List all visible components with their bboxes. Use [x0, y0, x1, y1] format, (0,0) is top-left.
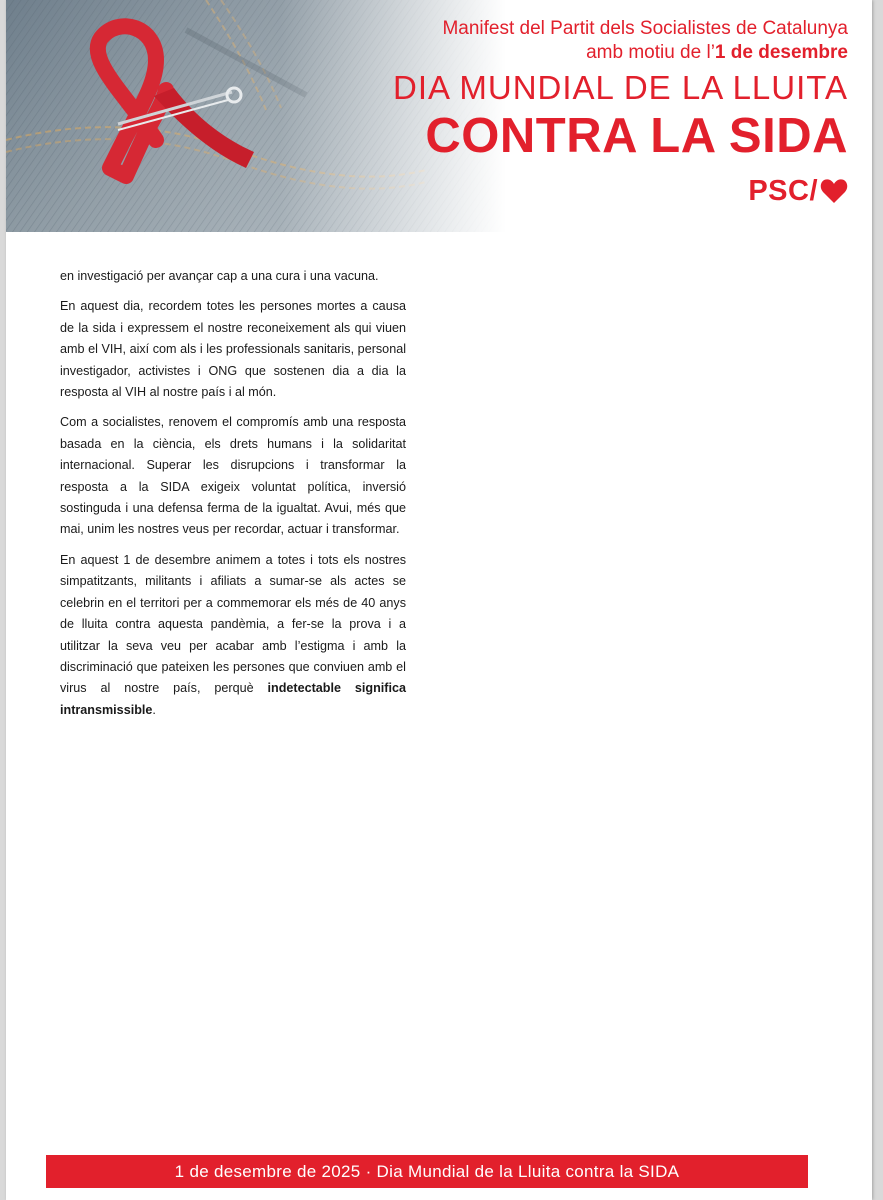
- paragraph-4-text: En aquest 1 de desembre animem a totes i tots els nostres simpatitzants, militants i afiliats a sumar-se als actes se celebrin en el territori per a commemorar els més de 40 anys de lluita contra aquesta pandèmia, a fer-se la prova i a utilitzar la seva veu per acabar amb l’estigma i amb la discriminació que pateixen les persones que conviuen amb el virus al nostre país, perquè: [60, 552, 406, 696]
- page-title-line-1: DIA MUNDIAL DE LA LLUITA: [393, 69, 848, 106]
- manifesto-body: [60, 266, 406, 730]
- heart-icon: [820, 178, 848, 204]
- subtitle-line-1: Manifest del Partit dels Socialistes de Catalunya: [442, 18, 848, 39]
- subtitle-prefix: amb motiu de l’: [586, 42, 715, 63]
- footer-banner: [46, 1155, 808, 1188]
- paragraph-4-end: .: [152, 702, 156, 717]
- document-page: [6, 0, 872, 1200]
- paragraph-3: Com a socialistes, renovem el compromís amb una resposta basada en la ciència, els drets humans i la solidaritat internacional. Superar les disrupcions i transformar la resposta a la SIDA exigeix voluntat política, inversió sostinguda i una defensa ferma de la igualtat. Avui, més que mai, unim les nostres veus per recordar, actuar i transformar.: [60, 415, 406, 537]
- subtitle-line-2: [586, 42, 848, 64]
- page-title-line-2: CONTRA LA SIDA: [425, 109, 848, 163]
- paragraph-4: [60, 550, 406, 721]
- subtitle-date: 1 de desembre: [714, 42, 848, 63]
- paragraph-2: En aquest dia, recordem totes les persones mortes a causa de la sida i expressem el nostre reconeixement als qui viuen amb el VIH, així com als i les professionals sanitaris, personal investigador, activistes i ONG que sostenen dia a dia la resposta al VIH al nostre país i al món.: [60, 299, 406, 400]
- paragraph-1: en investigació per avançar cap a una cura i una vacuna.: [60, 269, 379, 283]
- paragraph-4-emphasis: indetectable significa intransmissible: [60, 681, 407, 717]
- footer-text: 1 de desembre de 2025 · Dia Mundial de la Lluita contra la SIDA: [174, 1161, 680, 1181]
- psc-logo: [748, 174, 848, 208]
- logo-text: PSC/: [748, 175, 818, 207]
